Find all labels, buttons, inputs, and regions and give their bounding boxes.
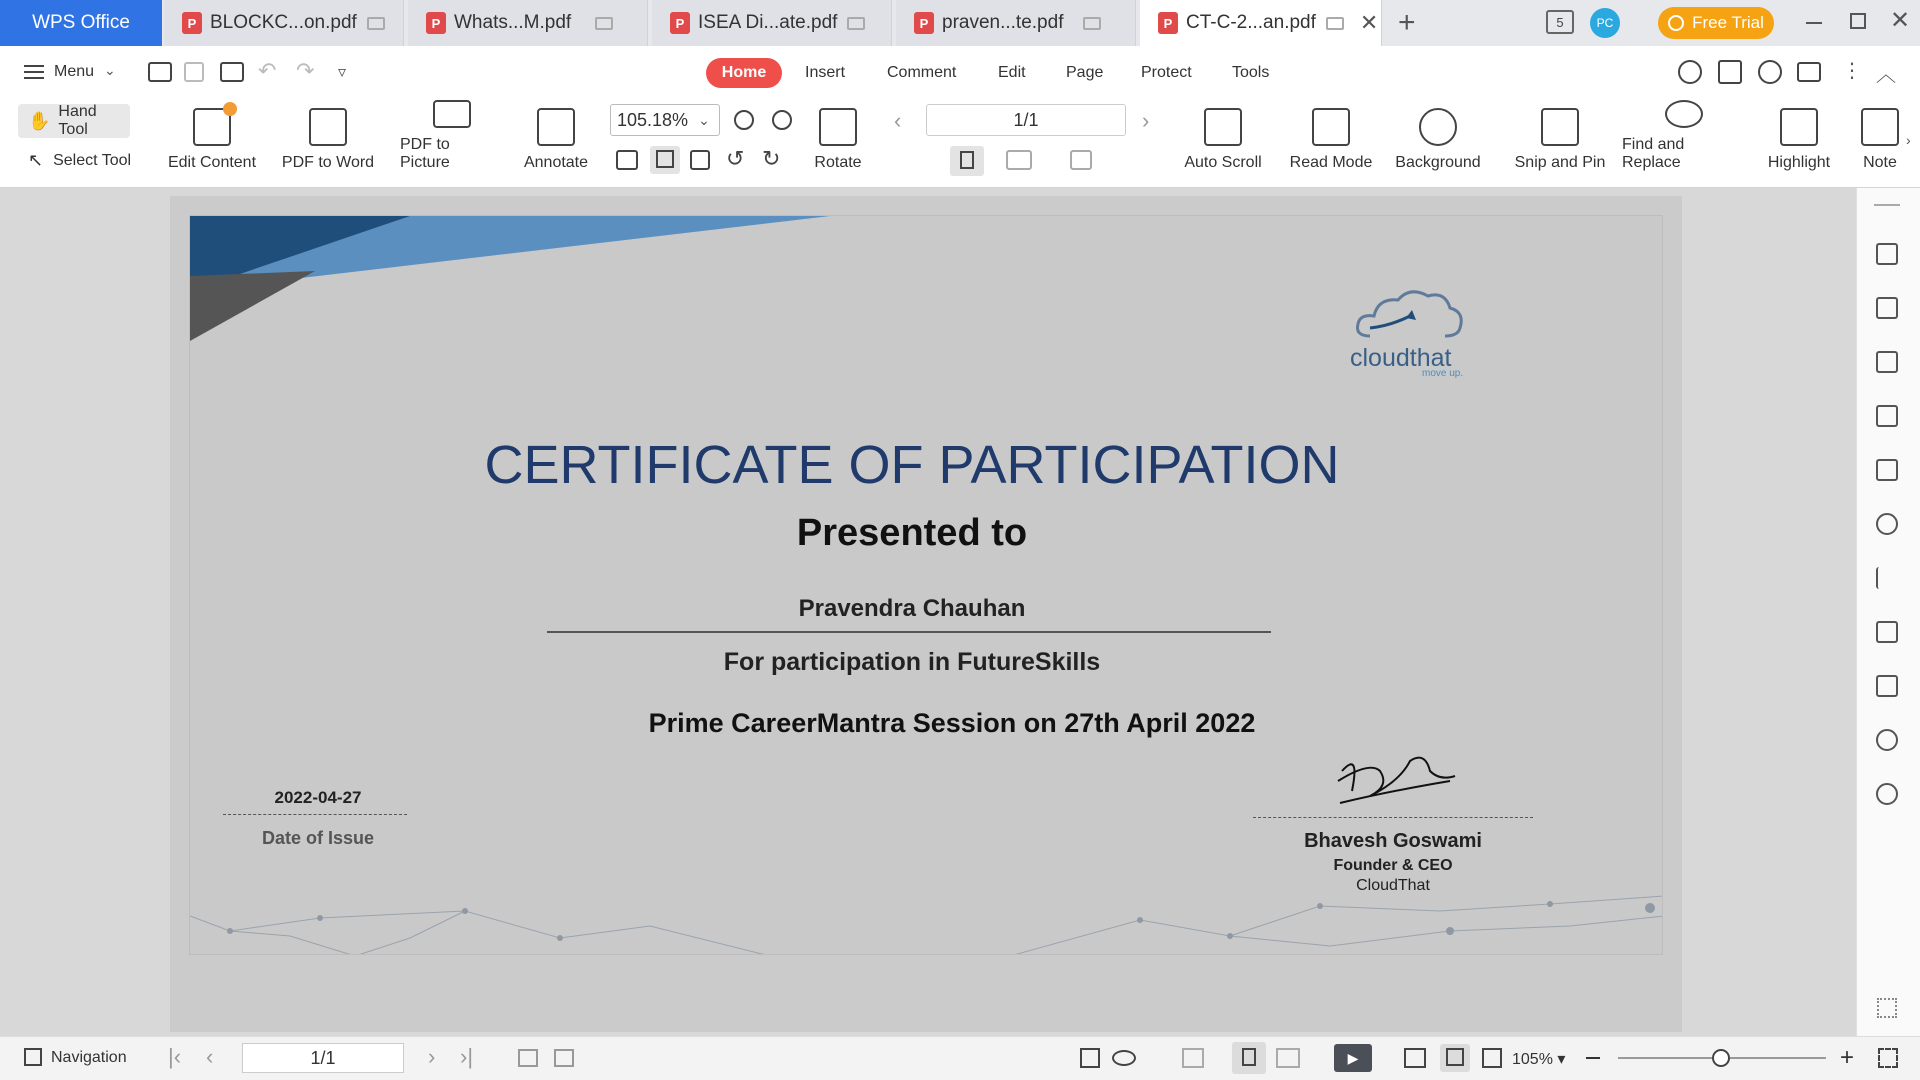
zoom-plus-icon[interactable]: + — [1840, 1044, 1855, 1071]
zoom-minus-icon[interactable] — [1586, 1057, 1600, 1059]
document-tab-4[interactable] — [896, 0, 1136, 46]
more-options-icon[interactable]: ⋮ — [1842, 60, 1862, 82]
sidebar-help-icon[interactable] — [1876, 783, 1898, 805]
tab-bar — [0, 0, 1920, 46]
monitor-icon — [595, 17, 613, 30]
rotate-button[interactable] — [808, 100, 868, 180]
zoom-slider-handle[interactable] — [1712, 1049, 1730, 1067]
tab-label: praven...te.pdf — [942, 12, 1064, 33]
sidebar-apps-icon[interactable] — [1877, 998, 1897, 1018]
tab-insert[interactable]: Insert — [805, 64, 846, 81]
zoom-level-select[interactable]: 105% ▾ — [1512, 1051, 1566, 1068]
free-trial-button[interactable] — [1658, 7, 1774, 39]
sidebar-scan-icon[interactable] — [1876, 459, 1898, 481]
gear-icon[interactable] — [1758, 60, 1782, 84]
fullscreen-icon[interactable] — [1878, 1048, 1898, 1068]
tab-label: BLOCKC...on.pdf — [210, 12, 357, 33]
actual-size-icon[interactable] — [616, 150, 638, 170]
sidebar-print-icon[interactable] — [1876, 621, 1898, 643]
date-label: Date of Issue — [261, 828, 375, 848]
print-icon[interactable] — [220, 62, 244, 82]
tab-tools[interactable]: Tools — [1232, 64, 1270, 81]
two-page-status-icon[interactable] — [1276, 1048, 1300, 1068]
actual-size-status-icon[interactable] — [1404, 1048, 1426, 1068]
menu-row — [0, 46, 1920, 100]
document-tab-1[interactable] — [164, 0, 404, 46]
pdf-to-picture-icon — [433, 100, 471, 128]
presented-to: Presented to — [796, 512, 1028, 554]
back-icon[interactable] — [518, 1049, 538, 1067]
read-mode-label: Read Mode — [1289, 154, 1373, 171]
cursor-icon: ↖ — [28, 150, 44, 170]
undo-icon[interactable]: ↶ — [258, 58, 277, 83]
last-page-icon[interactable]: ›| — [460, 1044, 474, 1069]
signer-name: Bhavesh Goswami — [1304, 830, 1482, 852]
menu-button[interactable]: Menu — [54, 63, 95, 80]
certificate — [189, 215, 1663, 955]
tab-home[interactable]: Home — [706, 58, 782, 88]
first-page-icon[interactable]: |‹ — [168, 1044, 182, 1069]
date-line — [223, 814, 407, 815]
sidebar-translate-icon[interactable] — [1876, 675, 1898, 697]
select-tool-label: Select Tool — [53, 151, 132, 169]
zoom-select[interactable] — [610, 104, 720, 136]
fit-page-status-button[interactable] — [1440, 1044, 1470, 1072]
monitor-icon — [367, 17, 385, 30]
edit-content-icon — [193, 108, 231, 146]
play-icon: ▶ — [1347, 1049, 1359, 1066]
eye-icon — [1419, 108, 1457, 146]
hand-tool-button[interactable] — [18, 104, 130, 138]
sidebar-search-icon[interactable] — [1876, 729, 1898, 751]
document-tab-5-active[interactable] — [1140, 0, 1382, 46]
pdf-icon: P — [182, 12, 202, 34]
fit-width-status-icon[interactable] — [1482, 1048, 1502, 1068]
edit-content-label: Edit Content — [167, 154, 257, 171]
note-button[interactable] — [1856, 100, 1904, 180]
highlight-label: Highlight — [1767, 154, 1831, 171]
window-count-icon[interactable] — [1546, 10, 1574, 34]
chevron-down-icon: ⌄ — [698, 111, 710, 128]
monitor-icon — [847, 17, 865, 30]
certificate-title: CERTIFICATE OF PARTICIPATION — [484, 435, 1340, 495]
page-number-input[interactable] — [926, 104, 1126, 136]
snip-icon — [1541, 108, 1579, 146]
fit-width-icon[interactable] — [690, 150, 710, 170]
prev-page-status-icon[interactable]: ‹ — [206, 1044, 214, 1069]
participation-line-2: Prime CareerMantra Session on 27th April 2022 — [648, 708, 1256, 738]
user-avatar[interactable] — [1590, 8, 1620, 38]
page-number-value: 1/1 — [1013, 109, 1039, 130]
auto-scroll-button[interactable] — [1176, 100, 1270, 180]
logo-tagline: move up. — [1422, 368, 1464, 379]
find-and-replace-label: Find and Replace — [1622, 136, 1685, 171]
sidebar-divider — [1874, 204, 1900, 206]
restore-icon[interactable] — [1850, 13, 1866, 29]
pdf-to-word-icon — [309, 108, 347, 146]
tab-edit[interactable]: Edit — [998, 64, 1026, 81]
auto-scroll-label: Auto Scroll — [1184, 154, 1262, 171]
rotate-icon — [819, 108, 857, 146]
background-label: Background — [1395, 154, 1481, 171]
name-underline — [547, 631, 1271, 633]
annotate-label: Annotate — [523, 154, 589, 171]
collapse-ribbon-icon[interactable]: ︿ — [1876, 64, 1896, 86]
next-page-icon[interactable]: › — [1142, 108, 1150, 133]
customize-toolbar-icon[interactable]: ▿ — [338, 64, 347, 81]
rotate-label: Rotate — [814, 154, 862, 171]
free-trial-label: Free Trial — [1692, 13, 1764, 32]
redo-icon[interactable]: ↷ — [296, 58, 315, 83]
crown-icon — [1668, 15, 1684, 31]
status-page-value: 1/1 — [310, 1047, 336, 1068]
read-mode-button[interactable] — [1286, 100, 1376, 180]
issue-date: 2022-04-27 — [274, 788, 362, 807]
sidebar-sign-icon[interactable] — [1876, 513, 1898, 535]
save-icon[interactable] — [184, 62, 204, 82]
pdf-to-picture-button[interactable] — [400, 100, 504, 180]
note-icon — [1861, 108, 1899, 146]
tab-label: ISEA Di...ate.pdf — [698, 12, 838, 33]
share-user-icon[interactable] — [1678, 60, 1702, 84]
document-tab-3[interactable] — [652, 0, 892, 46]
select-tool-button[interactable] — [28, 150, 131, 171]
sidebar-outline-icon[interactable] — [1876, 567, 1898, 589]
close-window-icon[interactable]: ✕ — [1890, 7, 1911, 34]
previous-page-icon[interactable]: ‹ — [894, 108, 902, 133]
share-icon[interactable] — [1718, 60, 1742, 84]
note-label: Note — [1863, 154, 1897, 171]
pdf-icon: P — [426, 12, 446, 34]
background-button[interactable] — [1388, 100, 1488, 180]
auto-scroll-icon — [1204, 108, 1242, 146]
fit-page-button[interactable] — [650, 146, 680, 174]
corner-decoration — [190, 216, 830, 346]
pdf-to-word-label: PDF to Word — [281, 154, 375, 171]
tab-comment[interactable]: Comment — [887, 64, 957, 81]
signer-org: CloudThat — [1356, 877, 1430, 894]
highlighter-icon — [1780, 108, 1818, 146]
pdf-icon: P — [1158, 12, 1178, 34]
highlight-button[interactable] — [1756, 100, 1842, 180]
single-page-status-button[interactable] — [1232, 1042, 1266, 1074]
export-status-icon[interactable] — [1080, 1048, 1100, 1068]
monitor-icon — [1326, 17, 1344, 30]
pdf-icon: P — [914, 12, 934, 34]
comment-icon[interactable] — [1797, 62, 1821, 82]
open-folder-icon[interactable] — [148, 62, 172, 82]
zoom-value: 105.18% — [617, 109, 689, 130]
monitor-icon — [1083, 17, 1101, 30]
tab-protect[interactable]: Protect — [1141, 64, 1192, 81]
signature-line — [1253, 817, 1533, 818]
participation-line-1: For participation in FutureSkills — [723, 648, 1101, 676]
continuous-icon[interactable] — [1070, 150, 1092, 170]
signature-image — [1330, 741, 1460, 811]
tab-label: CT-C-2...an.pdf — [1186, 12, 1316, 33]
document-tab-2[interactable] — [408, 0, 648, 46]
user-initials: PC — [1596, 16, 1614, 30]
hand-tool-label: Hand Tool — [58, 103, 97, 138]
snip-and-pin-label: Snip and Pin — [1514, 154, 1606, 171]
pdf-to-word-button[interactable] — [276, 100, 380, 180]
wps-office-tab[interactable]: WPS Office — [0, 0, 162, 46]
two-page-icon[interactable] — [1006, 150, 1032, 170]
minimize-icon[interactable] — [1806, 22, 1822, 24]
sidebar-export-icon[interactable] — [1876, 351, 1898, 373]
book-icon — [1312, 108, 1350, 146]
recipient-name: Pravendra Chauhan — [798, 595, 1026, 622]
rotate-left-icon[interactable]: ↺ — [726, 146, 745, 171]
navigation-button[interactable]: Navigation — [51, 1049, 127, 1066]
annotate-button[interactable] — [516, 100, 596, 180]
cloud-logo-icon — [1350, 286, 1470, 346]
status-page-input[interactable] — [242, 1043, 404, 1073]
logo-text: cloudthat — [1350, 344, 1452, 372]
zoom-out-icon[interactable] — [734, 110, 754, 130]
signer-title: Founder & CEO — [1333, 857, 1453, 874]
sidebar-document-icon[interactable] — [1876, 243, 1898, 265]
navigation-panel-icon[interactable] — [24, 1048, 42, 1066]
tab-page[interactable]: Page — [1066, 64, 1104, 81]
zoom-level-value: 105% — [1512, 1051, 1553, 1068]
play-slideshow-button[interactable] — [1334, 1044, 1372, 1072]
network-decoration — [190, 886, 1663, 955]
next-page-status-icon[interactable]: › — [428, 1044, 436, 1069]
chevron-down-icon[interactable]: ⌄ — [104, 62, 116, 78]
edit-content-button[interactable] — [160, 100, 264, 180]
close-tab-icon[interactable]: ✕ — [1359, 10, 1379, 35]
annotate-icon — [537, 108, 575, 146]
single-page-button[interactable] — [950, 146, 984, 176]
sidebar-checklist-icon[interactable] — [1876, 405, 1898, 427]
tab-label: Whats...M.pdf — [454, 12, 572, 33]
snip-and-pin-button[interactable] — [1510, 100, 1610, 180]
pdf-icon: P — [670, 12, 690, 34]
hamburger-icon[interactable] — [24, 65, 44, 79]
eye-mode-icon[interactable] — [1112, 1050, 1136, 1066]
forward-icon[interactable] — [554, 1049, 574, 1067]
rotate-right-icon[interactable]: ↻ — [762, 146, 781, 171]
zoom-in-icon[interactable] — [772, 110, 792, 130]
new-tab-plus-icon[interactable]: + — [1398, 6, 1416, 39]
ribbon-scroll-right-icon[interactable]: › — [1906, 132, 1911, 148]
hand-icon: ✋ — [28, 110, 51, 131]
window-count: 5 — [1556, 14, 1564, 30]
search-icon — [1665, 100, 1703, 128]
continuous-status-icon[interactable] — [1182, 1048, 1204, 1068]
find-and-replace-button[interactable] — [1622, 100, 1746, 180]
sidebar-edit-icon[interactable] — [1876, 297, 1898, 319]
pdf-to-picture-label: PDF to Picture — [400, 136, 450, 171]
